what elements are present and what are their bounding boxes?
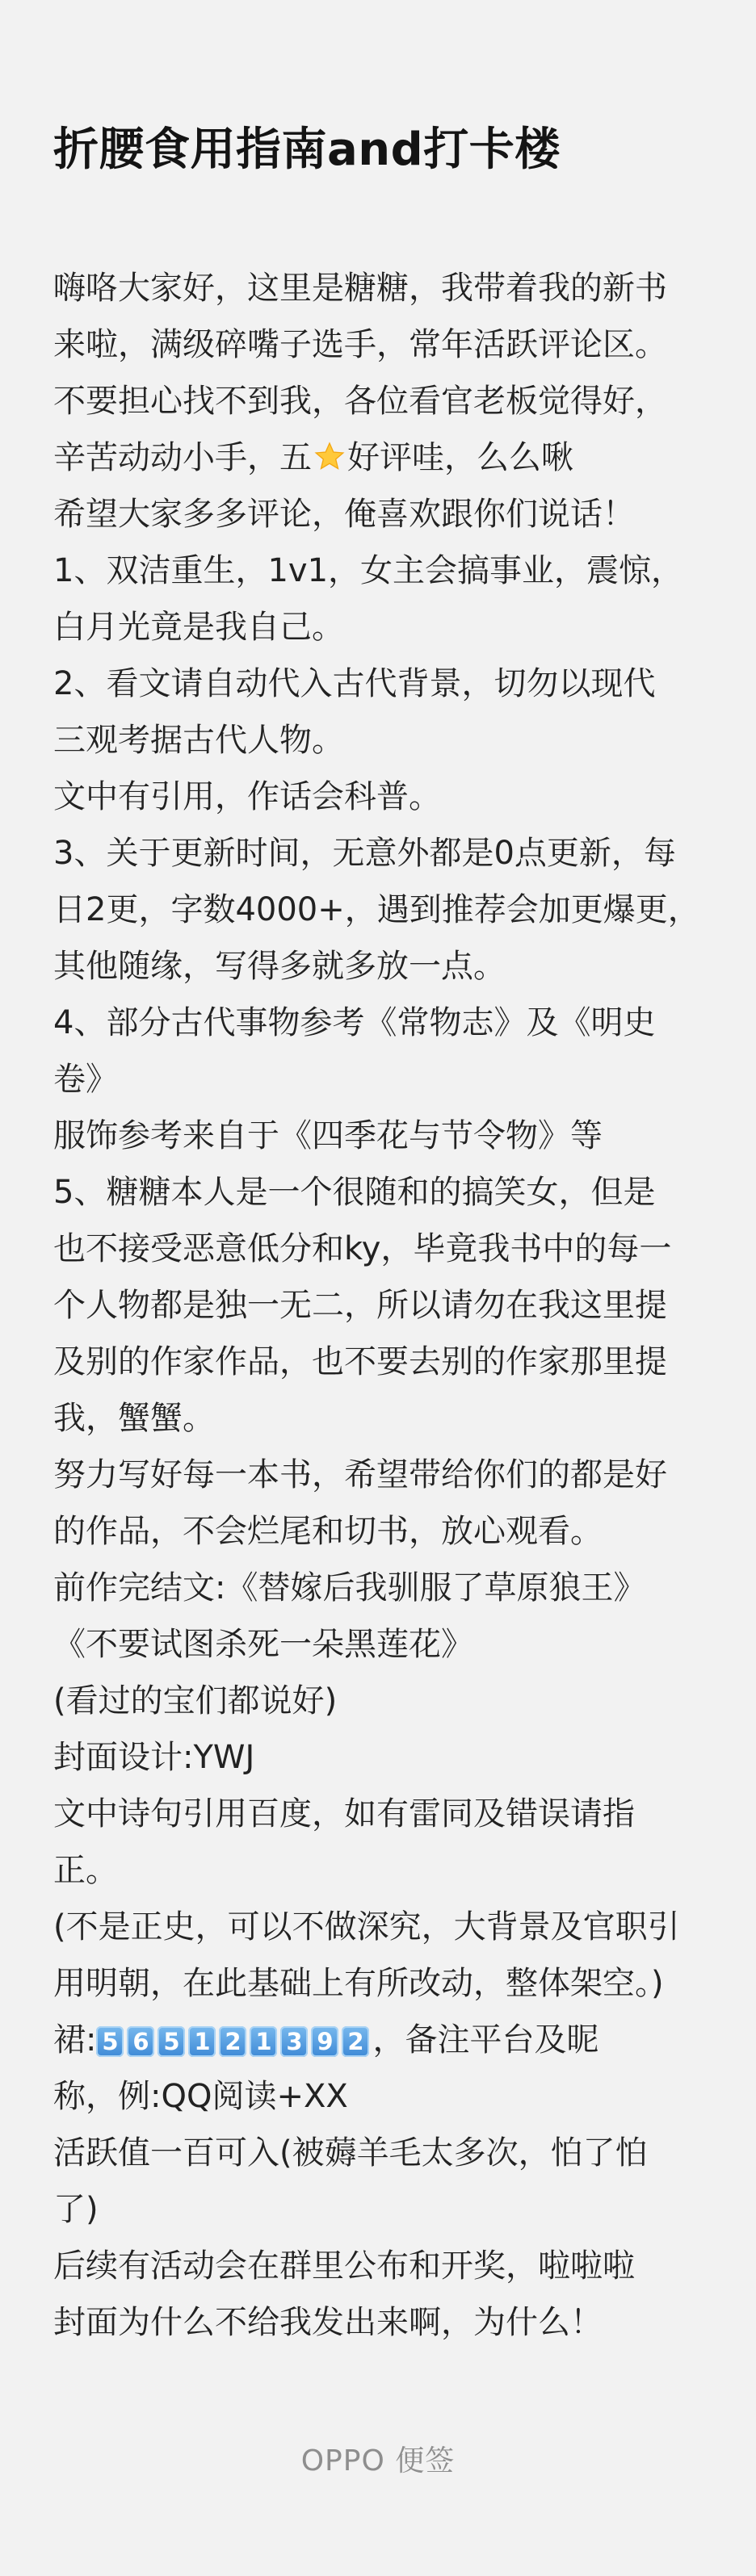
- body-line: 嗨咯大家好，这里是糖糖，我带着我的新书: [53, 270, 667, 307]
- body-line: 称，例:QQ阅读+XX: [53, 2078, 348, 2115]
- body-line: 其他随缘，写得多就多放一点。: [53, 948, 506, 985]
- body-line: 不要担心找不到我，各位看官老板觉得好，: [53, 383, 667, 420]
- body-line: 活跃值一百可入(被薅羊毛太多次，怕了怕: [53, 2134, 648, 2172]
- group-label: 裙:: [53, 2021, 97, 2059]
- body-line: 来啦，满级碎嘴子选手，常年活跃评论区。: [53, 326, 667, 363]
- body-line: 我，蟹蟹。: [53, 1400, 215, 1437]
- body-line: (看过的宝们都说好): [53, 1682, 338, 1719]
- body-line: 及别的作家作品，也不要去别的作家那里提: [53, 1343, 667, 1380]
- body-line: 后续有活动会在群里公布和开奖，啦啦啦: [53, 2247, 635, 2285]
- body-line: 三观考据古代人物。: [53, 722, 344, 759]
- keycap-digit-icon: 2: [219, 2026, 246, 2057]
- group-note: ，备注平台及昵: [372, 2021, 599, 2059]
- body-line: 1、双洁重生，1v1，女主会搞事业，震惊，: [53, 552, 684, 589]
- keycap-digit-icon: 3: [280, 2026, 308, 2057]
- body-line-part: 好评哇，么么啾: [347, 439, 573, 476]
- body-line: 文中诗句引用百度，如有雷同及错误请指: [53, 1795, 635, 1833]
- body-line: 正。: [53, 1852, 118, 1889]
- body-line: (不是正史，可以不做深究，大背景及官职引: [53, 1908, 680, 1946]
- app-footer-label: OPPO 便签: [300, 2444, 456, 2478]
- keycap-digit-icon: 2: [342, 2026, 369, 2057]
- star-icon: [313, 441, 346, 473]
- body-line: 用明朝，在此基础上有所改动，整体架空。): [53, 1965, 664, 2002]
- body-line: 希望大家多多评论，俺喜欢跟你们说话！: [53, 496, 635, 533]
- body-line: 封面设计:YWJ: [53, 1739, 255, 1776]
- keycap-digit-icon: 1: [188, 2026, 216, 2057]
- group-number-line: [53, 2012, 709, 2068]
- keycap-digit-icon: 9: [311, 2026, 338, 2057]
- keycap-digit-icon: 6: [127, 2026, 154, 2057]
- note-body: [53, 260, 709, 2351]
- body-line: 4、部分古代事物参考《常物志》及《明史: [53, 1004, 656, 1041]
- body-line: 白月光竟是我自己。: [53, 609, 344, 646]
- body-line: 个人物都是独一无二，所以请勿在我这里提: [53, 1287, 667, 1324]
- body-line: 了): [53, 2191, 99, 2228]
- keycap-digit-icon: 1: [250, 2026, 277, 2057]
- body-line: 卷》: [53, 1061, 118, 1098]
- body-line: 日2更，字数4000+，遇到推荐会加更爆更，: [53, 891, 700, 928]
- note-title: 折腰食用指南and打卡楼: [53, 124, 561, 176]
- body-line: 2、看文请自动代入古代背景，切勿以现代: [53, 665, 656, 702]
- body-line: 3、关于更新时间，无意外都是0点更新，每: [53, 835, 676, 872]
- body-line: 的作品，不会烂尾和切书，放心观看。: [53, 1513, 603, 1550]
- body-line: 也不接受恶意低分和ky，毕竟我书中的每一: [53, 1230, 672, 1267]
- body-line: 《不要试图杀死一朵黑莲花》: [53, 1626, 473, 1663]
- body-line: 文中有引用，作话会科普。: [53, 778, 441, 815]
- body-line: 努力写好每一本书，希望带给你们的都是好: [53, 1456, 667, 1493]
- keycap-digit-icon: 5: [96, 2026, 124, 2057]
- keycap-digit-icon: 5: [158, 2026, 185, 2057]
- body-line: 封面为什么不给我发出来啊，为什么！: [53, 2304, 603, 2341]
- body-line: 5、糖糖本人是一个很随和的搞笑女，但是: [53, 1174, 656, 1211]
- body-line-part: 辛苦动动小手，五: [53, 439, 312, 476]
- body-line-with-star: [53, 429, 709, 486]
- body-line: 前作完结文:《替嫁后我驯服了草原狼王》: [53, 1569, 646, 1606]
- body-line: 服饰参考来自于《四季花与节令物》等: [53, 1117, 603, 1154]
